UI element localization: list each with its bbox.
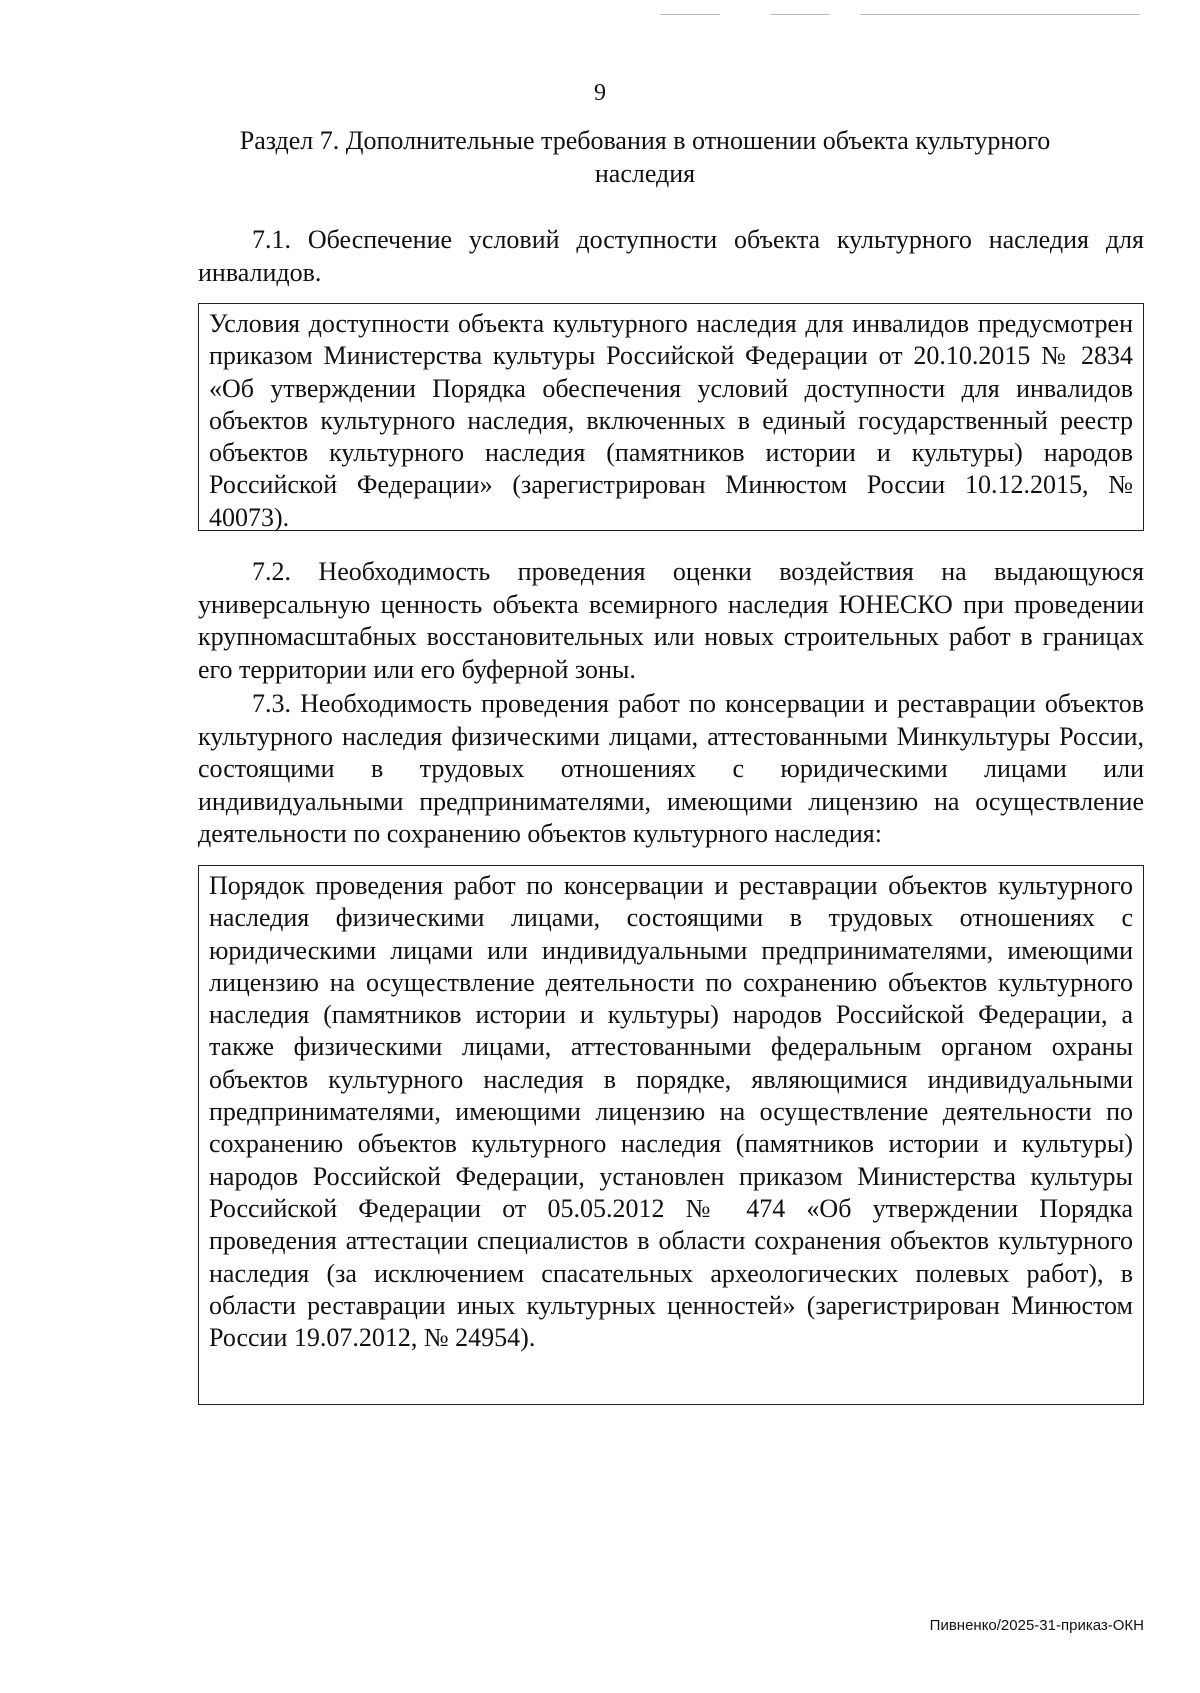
paragraph-7-2: 7.2. Необходимость проведения оценки воздействия на выдающуюся универсальную ценность объекта всемирного наследия ЮНЕСКО при проведении крупномасштабных восстановительных или новых строительных работ в границах его территории или его буферной зоны.: [198, 557, 1144, 684]
section-title: Раздел 7. Дополнительные требования в отношении объекта культурного наследия: [239, 126, 1051, 188]
scan-artifact-lines: [660, 12, 1160, 18]
page-number: 9: [594, 80, 606, 106]
paragraph-7-1: 7.1. Обеспечение условий доступности объекта культурного наследия для инвалидов.: [198, 225, 1144, 287]
footer-document-code: Пивненко/2025-31-приказ-ОКН: [929, 1617, 1144, 1634]
paragraph-7-3: 7.3. Необходимость проведения работ по консервации и реставрации объектов культурного наследия физическими лицами, аттестованными Минкультуры России, состоящими в трудовых отношениях с юридическими лицами или индивидуальными предпринимателями, имеющими лицензию на осуществление деятельности по сохранению объектов культурного наследия:: [198, 689, 1144, 848]
framed-text-restoration-order: Порядок проведения работ по консервации и реставрации объектов культурного наследия физическими лицами, состоящими в трудовых отношениях с юридическими лицами или индивидуальными предпринимателями, имеющими лицензию на осуществление деятельности по сохранению объектов культурного наследия (памятников истории и культуры) народов Российской Федерации, а также физическими лицами, аттестованными федеральным органом охраны объектов культурного наследия в порядке, являющимися индивидуальными предпринимателями, имеющими лицензию на осуществление деятельности по сохранению объектов культурного наследия (памятников истории и культуры) народов Российской Федерации, установлен приказом Министерства культуры Российской Федерации от 05.05.2012 № 474 «Об утверждении Порядка проведения аттестации специалистов в области сохранения объектов культурного наследия (за исключением спасательных археологических полевых работ), в области реставрации иных культурных ценностей» (зарегистрирован Минюстом России 19.07.2012, № 24954).: [198, 865, 1144, 1405]
framed-text-accessibility: Условия доступности объекта культурного наследия для инвалидов предусмотрен приказом Министерства культуры Российской Федерации от 20.10.2015 № 2834 «Об утверждении Порядка обеспечения условий доступности для инвалидов объектов культурного наследия, включенных в единый государственный реестр объектов культурного наследия (памятников истории и культуры) народов Российской Федерации» (зарегистрирован Минюстом России 10.12.2015, № 40073).: [198, 303, 1144, 531]
